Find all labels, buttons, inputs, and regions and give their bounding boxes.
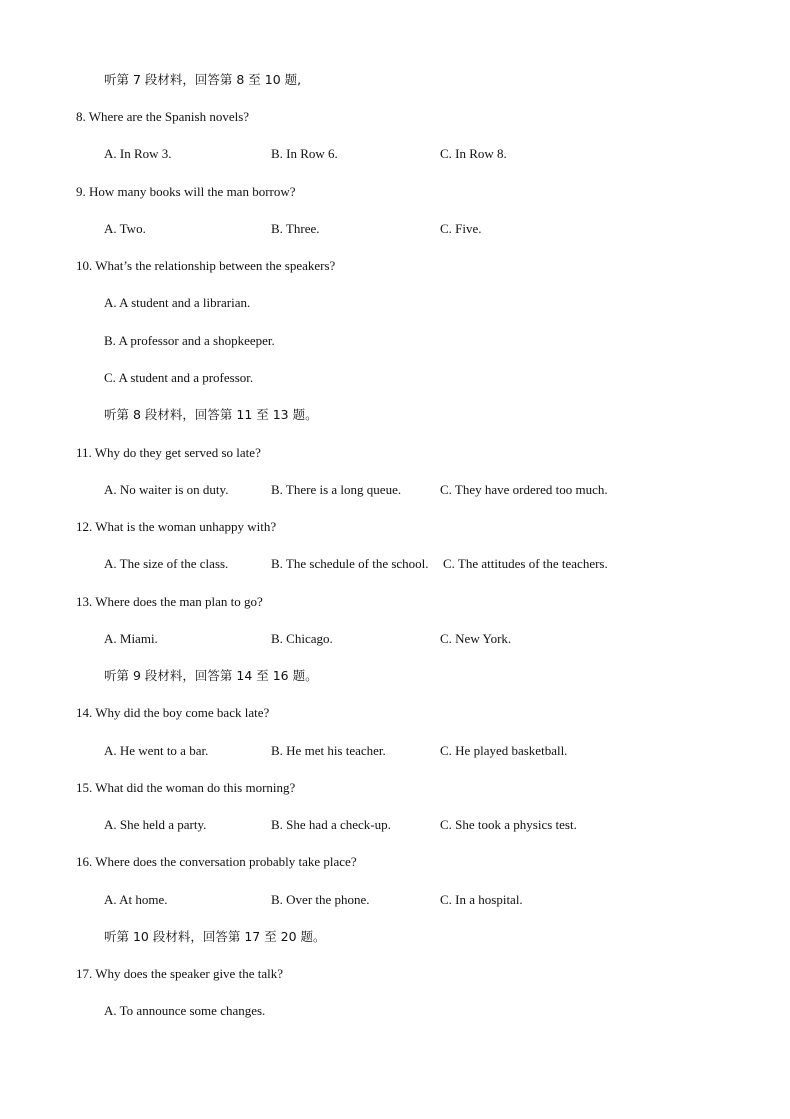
question-text: 11. Why do they get served so late? — [76, 445, 261, 460]
question-text: 12. What is the woman unhappy with? — [76, 519, 277, 534]
option-c: C. New York. — [440, 631, 512, 646]
question-text: 17. Why does the speaker give the talk? — [76, 966, 283, 981]
question-text: 10. What’s the relationship between the speakers? — [76, 258, 336, 273]
option-c: C. He played basketball. — [440, 743, 568, 758]
question-text: 15. What did the woman do this morning? — [76, 780, 296, 795]
option-a: A. In Row 3. — [104, 146, 172, 161]
question-text: 13. Where does the man plan to go? — [76, 594, 263, 609]
option-a: A. At home. — [104, 892, 168, 907]
option-c: C. A student and a professor. — [104, 370, 254, 385]
section-heading: 听第 7 段材料，回答第 8 至 10 题, — [104, 72, 302, 87]
option-a: A. She held a party. — [104, 817, 207, 832]
option-b: B. In Row 6. — [271, 146, 338, 161]
option-a: A. The size of the class. — [104, 556, 229, 571]
option-b: B. There is a long queue. — [271, 482, 402, 497]
question-text: 14. Why did the boy come back late? — [76, 705, 270, 720]
option-a: A. To announce some changes. — [104, 1003, 266, 1018]
section-heading: 听第 9 段材料，回答第 14 至 16 题。 — [104, 668, 318, 683]
option-a: A. Miami. — [104, 631, 158, 646]
option-b: B. He met his teacher. — [271, 743, 386, 758]
option-a: A. A student and a librarian. — [104, 295, 251, 310]
option-b: B. A professor and a shopkeeper. — [104, 333, 275, 348]
option-a: A. No waiter is on duty. — [104, 482, 229, 497]
option-c: C. Five. — [440, 221, 482, 236]
option-b: B. Over the phone. — [271, 892, 370, 907]
option-a: A. He went to a bar. — [104, 743, 209, 758]
question-text: 16. Where does the conversation probably take place? — [76, 854, 357, 869]
question-text: 9. How many books will the man borrow? — [76, 184, 296, 199]
option-c: C. In Row 8. — [440, 146, 507, 161]
question-text: 8. Where are the Spanish novels? — [76, 109, 250, 124]
option-c: C. They have ordered too much. — [440, 482, 608, 497]
section-heading: 听第 8 段材料，回答第 11 至 13 题。 — [104, 407, 318, 422]
option-a: A. Two. — [104, 221, 146, 236]
option-b: B. She had a check-up. — [271, 817, 391, 832]
option-c: C. The attitudes of the teachers. — [443, 556, 608, 571]
option-b: B. The schedule of the school. — [271, 556, 429, 571]
option-b: B. Chicago. — [271, 631, 333, 646]
section-heading: 听第 10 段材料，回答第 17 至 20 题。 — [104, 929, 326, 944]
option-b: B. Three. — [271, 221, 320, 236]
option-c: C. In a hospital. — [440, 892, 523, 907]
option-c: C. She took a physics test. — [440, 817, 577, 832]
